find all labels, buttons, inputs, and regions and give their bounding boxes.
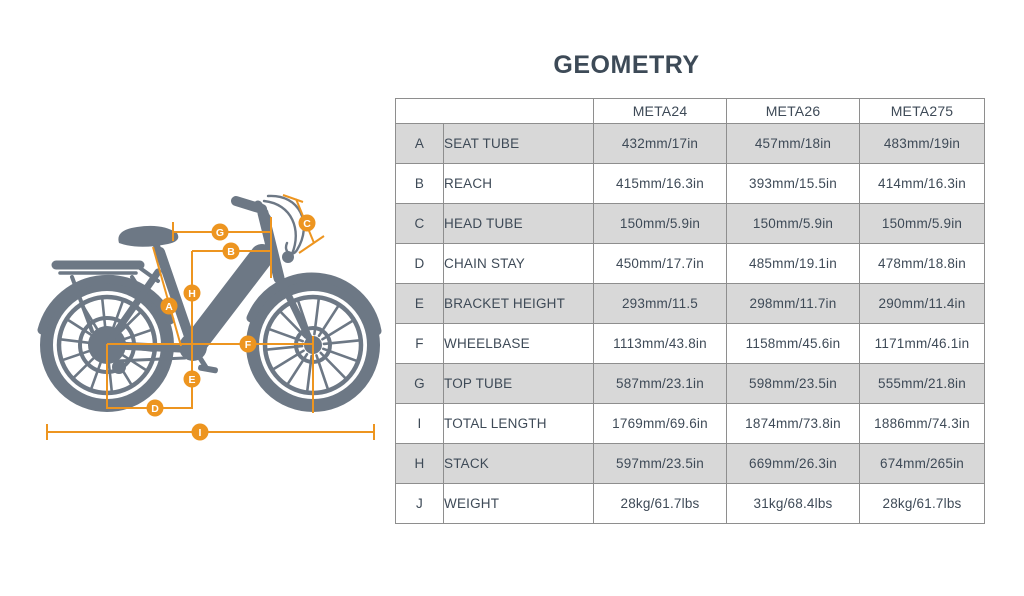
table-row [396, 444, 985, 484]
row-label: WEIGHT [444, 484, 594, 524]
dimension-label-D [147, 400, 164, 417]
row-value: 598mm/23.5in [727, 364, 860, 404]
table-row [396, 364, 985, 404]
row-value: 1113mm/43.8in [594, 324, 727, 364]
row-value: 1769mm/69.6in [594, 404, 727, 444]
row-label: CHAIN STAY [444, 244, 594, 284]
row-value: 485mm/19.1in [727, 244, 860, 284]
row-value: 1886mm/74.3in [860, 404, 985, 444]
row-value: 674mm/265in [860, 444, 985, 484]
row-value: 28kg/61.7lbs [860, 484, 985, 524]
row-key: H [396, 444, 444, 484]
row-value: 1874mm/73.8in [727, 404, 860, 444]
dimension-label-letter: H [188, 288, 196, 300]
table-row [396, 124, 985, 164]
dimension-label-E [184, 371, 201, 388]
dimension-label-H [184, 285, 201, 302]
row-value: 597mm/23.5in [594, 444, 727, 484]
page-title: GEOMETRY [553, 51, 700, 79]
bike-silhouette [42, 196, 377, 406]
row-key: B [396, 164, 444, 204]
row-label: REACH [444, 164, 594, 204]
row-label: SEAT TUBE [444, 124, 594, 164]
table-header-row [396, 99, 985, 124]
row-label: TOTAL LENGTH [444, 404, 594, 444]
dimension-label-G [212, 224, 229, 241]
row-key: F [396, 324, 444, 364]
row-value: 457mm/18in [727, 124, 860, 164]
row-value: 150mm/5.9in [727, 204, 860, 244]
row-label: STACK [444, 444, 594, 484]
dimension-label-letter: A [165, 301, 173, 313]
row-label: TOP TUBE [444, 364, 594, 404]
table-row [396, 164, 985, 204]
row-key: I [396, 404, 444, 444]
row-value: 669mm/26.3in [727, 444, 860, 484]
row-label: WHEELBASE [444, 324, 594, 364]
row-key: G [396, 364, 444, 404]
row-value: 478mm/18.8in [860, 244, 985, 284]
row-value: 293mm/11.5 [594, 284, 727, 324]
row-value: 414mm/16.3in [860, 164, 985, 204]
row-key: A [396, 124, 444, 164]
row-value: 450mm/17.7in [594, 244, 727, 284]
row-value: 587mm/23.1in [594, 364, 727, 404]
dimension-label-letter: B [227, 246, 235, 258]
row-value: 555mm/21.8in [860, 364, 985, 404]
dimension-label-letter: G [215, 227, 225, 239]
dimension-label-letter: D [151, 403, 159, 415]
row-value: 432mm/17in [594, 124, 727, 164]
row-value: 290mm/11.4in [860, 284, 985, 324]
row-key: E [396, 284, 444, 324]
row-value: 1171mm/46.1in [860, 324, 985, 364]
table-row [396, 244, 985, 284]
column-header-meta26: META26 [727, 99, 860, 124]
derailleur [112, 360, 126, 374]
dimension-label-letter: I [198, 427, 202, 439]
row-key: J [396, 484, 444, 524]
table-row [396, 204, 985, 244]
table-row [396, 324, 985, 364]
row-value: 31kg/68.4lbs [727, 484, 860, 524]
table-corner-cell [396, 99, 594, 124]
row-value: 150mm/5.9in [594, 204, 727, 244]
dimension-label-F [240, 336, 257, 353]
row-label: HEAD TUBE [444, 204, 594, 244]
row-value: 415mm/16.3in [594, 164, 727, 204]
row-label: BRACKET HEIGHT [444, 284, 594, 324]
dimension-label-I [192, 424, 209, 441]
row-value: 1158mm/45.6in [727, 324, 860, 364]
dimension-label-letter: E [188, 374, 196, 386]
table-row [396, 404, 985, 444]
dimension-label-B [223, 243, 240, 260]
table-row [396, 284, 985, 324]
dimension-label-letter: F [244, 339, 252, 351]
table-row [396, 484, 985, 524]
row-key: D [396, 244, 444, 284]
dimension-label-letter: C [303, 218, 311, 230]
column-header-meta24: META24 [594, 99, 727, 124]
row-value: 28kg/61.7lbs [594, 484, 727, 524]
row-value: 393mm/15.5in [727, 164, 860, 204]
row-value: 483mm/19in [860, 124, 985, 164]
dimension-label-A [161, 298, 178, 315]
geometry-table [395, 98, 985, 524]
dimension-label-C [299, 215, 316, 232]
row-key: C [396, 204, 444, 244]
row-value: 298mm/11.7in [727, 284, 860, 324]
column-header-meta275: META275 [860, 99, 985, 124]
headlight [282, 251, 294, 263]
saddle [118, 226, 178, 247]
row-value: 150mm/5.9in [860, 204, 985, 244]
